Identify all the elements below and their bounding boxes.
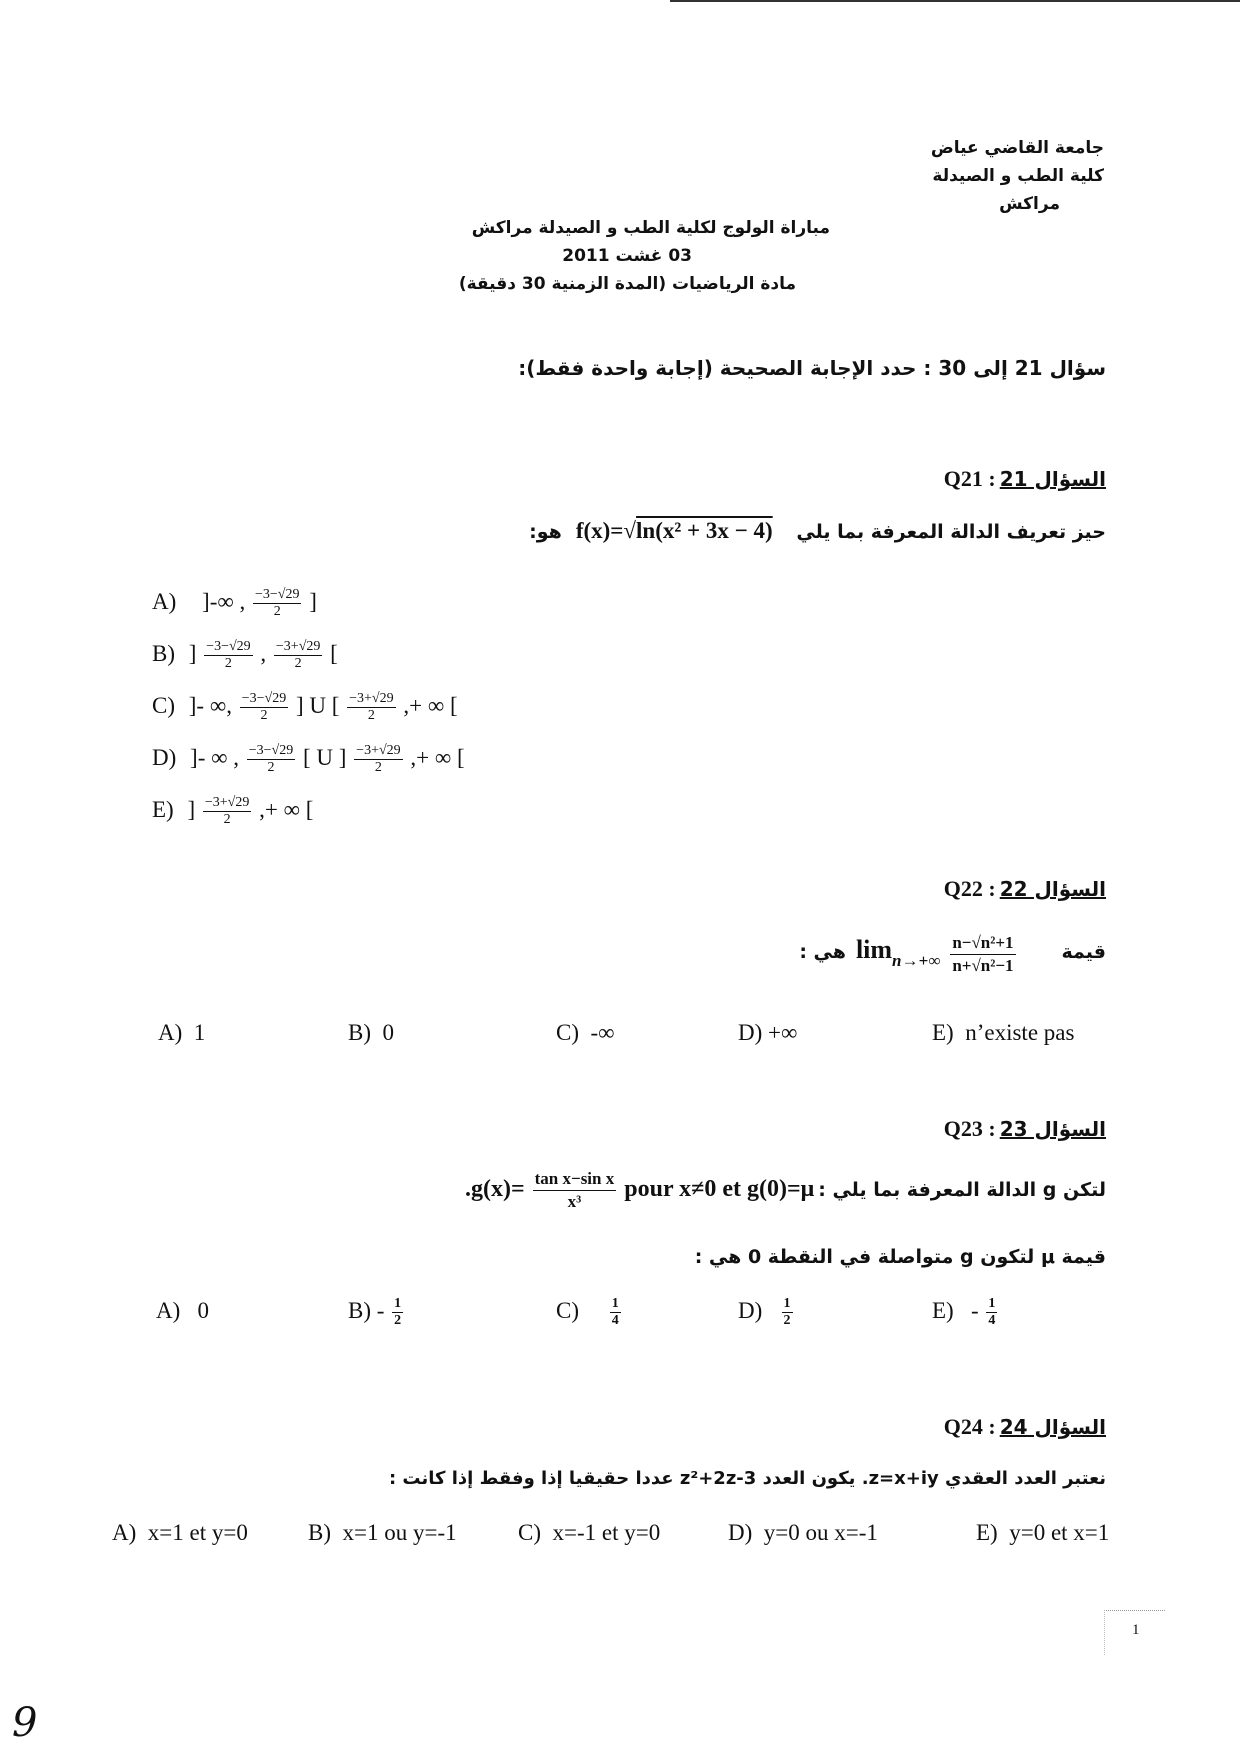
fraction: $\frac{1}{4}$ xyxy=(988,1296,996,1328)
fraction: $\frac{-3+√29}{2}$ xyxy=(356,743,401,776)
q23-option-c[interactable]: C) $\frac{1}{4}$ xyxy=(556,1296,619,1328)
q23-option-e[interactable]: E) - $\frac{1}{4}$ xyxy=(932,1296,996,1328)
q24-statement: نعتبر العدد العقدي z=x+iy. يكون العدد z²+2z-3 عددا حقيقيا إذا وفقط إذا كانت : xyxy=(388,1468,1106,1489)
q22-option-a[interactable]: A) 1 xyxy=(158,1020,206,1045)
q23-question: قيمة μ لتكون g متواصلة في النقطة 0 هي : xyxy=(694,1246,1106,1268)
q22-formula: limn→+∞ $\frac{\text{n−√n²+1}}{\text{n+√n²−1}}$ xyxy=(855,933,1014,975)
fraction: $\frac{1}{2}$ xyxy=(783,1296,791,1328)
q23-code: Q23 : xyxy=(943,1116,996,1141)
q21-title: السؤال 21 xyxy=(999,467,1106,491)
q21-code: Q21 : xyxy=(943,466,996,491)
fraction: $\frac{1}{4}$ xyxy=(611,1296,619,1328)
q22-statement: قيمة limn→+∞ $\frac{\text{n−√n²+1}}{\text{n+√n²−1}}$ هي : xyxy=(799,933,1106,975)
fraction: $\frac{1}{2}$ xyxy=(394,1296,402,1328)
fraction: $\frac{-3-√29}{2}$ xyxy=(248,743,294,776)
q22-option-b[interactable]: B) 0 xyxy=(348,1020,394,1045)
q22-option-d[interactable]: D) +∞ xyxy=(738,1020,798,1045)
page-number: 1 xyxy=(1132,1622,1140,1638)
fraction: $\frac{-3+√29}{2}$ xyxy=(349,691,394,724)
q22-code: Q22 : xyxy=(943,876,996,901)
q23-option-d[interactable]: D) $\frac{1}{2}$ xyxy=(738,1296,791,1328)
fraction: $\frac{-3-√29}{2}$ xyxy=(255,587,300,620)
fraction: $\frac{-3-√29}{2}$ xyxy=(206,639,251,672)
q21-formula: f(x)=√ln(x² + 3x − 4) xyxy=(575,518,773,543)
exam-subject: مادة الرياضيات (المدة الزمنية 30 دقيقة) xyxy=(458,274,796,294)
q21-statement: حيز تعريف الدالة المعرفة بما يلي f(x)=√ln(x² + 3x − 4) هو: xyxy=(529,518,1106,543)
exam-title: مباراة الولوج لكلية الطب و الصيدلة مراكش xyxy=(471,218,830,238)
q23-statement: لتكن g الدالة المعرفة بما يلي : .g(x)= $\frac{\text{tan x−sin x}}{\text{x³}}$ pour x≠0 et g(0)=μ xyxy=(464,1169,1106,1211)
q24-code: Q24 : xyxy=(943,1414,996,1439)
handwritten-mark: 9 xyxy=(12,1700,38,1746)
q22-option-c[interactable]: C) -∞ xyxy=(556,1020,615,1045)
q24-option-a[interactable]: A) x=1 et y=0 xyxy=(112,1520,248,1545)
q21-option-d[interactable]: D) ]- ∞ , $\frac{-3-√29}{2}$ [ U ] $\frac{-3+√29}{2}$ ,+ ∞ [ xyxy=(152,743,465,776)
q21-option-c[interactable]: C) ]- ∞, $\frac{-3-√29}{2}$ ] U [ $\frac{-3+√29}{2}$ ,+ ∞ [ xyxy=(152,691,458,724)
q21-option-b[interactable]: B) ] $\frac{-3-√29}{2}$ , $\frac{-3+√29}{2}$ [ xyxy=(152,639,338,672)
q23-title: السؤال 23 xyxy=(999,1117,1106,1141)
q23-option-b[interactable]: B) - $\frac{1}{2}$ xyxy=(348,1296,402,1328)
q23-formula: .g(x)= $\frac{\text{tan x−sin x}}{\text{x³}}$ pour x≠0 et g(0)=μ xyxy=(464,1169,815,1211)
fraction: $\frac{-3+√29}{2}$ xyxy=(204,795,250,828)
q24-option-d[interactable]: D) y=0 ou x=-1 xyxy=(728,1520,878,1545)
fraction: $\frac{-3-√29}{2}$ xyxy=(241,691,287,724)
q23-heading xyxy=(944,1116,1106,1142)
exam-date: 03 غشت 2011 xyxy=(562,246,692,266)
q22-title: السؤال 22 xyxy=(999,877,1106,901)
q23-option-a[interactable]: A) 0 xyxy=(156,1298,210,1323)
q24-option-b[interactable]: B) x=1 ou y=-1 xyxy=(308,1520,457,1545)
q24-heading xyxy=(944,1414,1106,1440)
fraction: $\frac{-3+√29}{2}$ xyxy=(275,639,321,672)
q24-title: السؤال 24 xyxy=(999,1415,1106,1439)
limit-fraction: $\frac{\text{n−√n²+1}}{\text{n+√n²−1}}$ xyxy=(952,933,1014,975)
q24-option-e[interactable]: E) y=0 et x=1 xyxy=(976,1520,1110,1545)
q21-option-a[interactable]: A) ]-∞ , $\frac{-3-√29}{2}$ ] xyxy=(152,587,317,620)
faculty-name: كلية الطب و الصيدلة xyxy=(932,166,1104,186)
city-name: مراكش xyxy=(999,194,1060,214)
scan-top-edge xyxy=(670,0,1240,2)
q21-heading xyxy=(944,466,1106,492)
instructions: سؤال 21 إلى 30 : حدد الإجابة الصحيحة (إجابة واحدة فقط): xyxy=(518,356,1106,380)
g-fraction: $\frac{\text{tan x−sin x}}{\text{x³}}$ xyxy=(534,1169,615,1211)
q24-option-c[interactable]: C) x=-1 et y=0 xyxy=(518,1520,661,1545)
q21-option-e[interactable]: E) ] $\frac{-3+√29}{2}$ ,+ ∞ [ xyxy=(152,795,314,828)
university-name: جامعة القاضي عياض xyxy=(930,138,1104,158)
q22-heading xyxy=(944,876,1106,902)
q22-option-e[interactable]: E) n’existe pas xyxy=(932,1020,1075,1045)
